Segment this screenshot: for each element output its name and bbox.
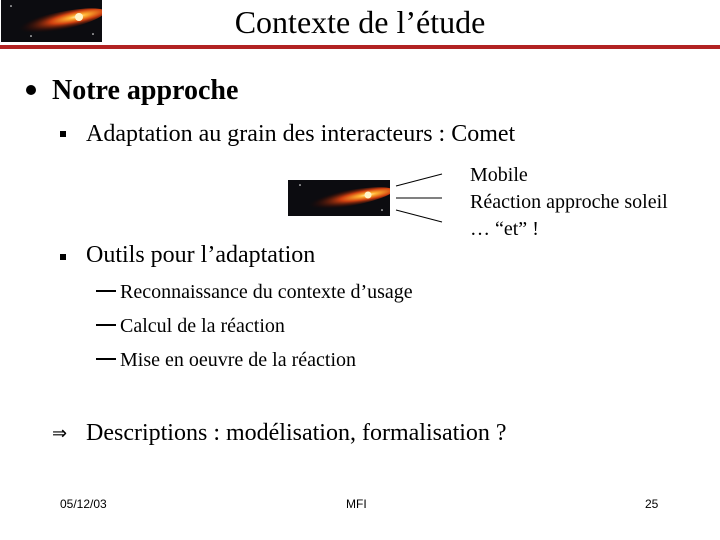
note-line: … “et” ! bbox=[470, 218, 539, 240]
note-line: Mobile bbox=[470, 164, 528, 186]
footer-page-number: 25 bbox=[645, 497, 659, 511]
section-heading: Notre approche bbox=[52, 75, 239, 106]
comet-icon bbox=[288, 180, 390, 216]
connector-line bbox=[396, 174, 442, 186]
bullet-item-comet: Adaptation au grain des interacteurs : Comet bbox=[86, 121, 516, 147]
sub-item bbox=[96, 347, 356, 373]
connector-line bbox=[396, 210, 442, 222]
conclusion-text: Descriptions : modélisation, formalisation ? bbox=[86, 420, 507, 446]
title-divider bbox=[0, 45, 720, 49]
square-bullet-icon bbox=[60, 254, 66, 260]
slide-title: Contexte de l’étude bbox=[234, 4, 486, 40]
note-line: Réaction approche soleil bbox=[470, 191, 668, 213]
bullet-dot-icon bbox=[26, 85, 36, 95]
sub-item bbox=[96, 279, 413, 305]
bullet-item-tools: Outils pour l’adaptation bbox=[86, 242, 316, 268]
inline-comet-image bbox=[288, 180, 390, 216]
sub-item-label: Reconnaissance du contexte d’usage bbox=[120, 281, 413, 303]
sub-item bbox=[96, 313, 285, 339]
sub-item-label: Calcul de la réaction bbox=[120, 315, 285, 337]
dash-icon bbox=[96, 358, 116, 360]
footer-center: MFI bbox=[346, 497, 367, 511]
connector-lines bbox=[394, 168, 474, 224]
sub-item-label: Mise en oeuvre de la réaction bbox=[120, 349, 357, 371]
dash-icon bbox=[96, 324, 116, 326]
footer-date: 05/12/03 bbox=[60, 497, 107, 511]
implies-arrow-icon: ⇒ bbox=[52, 423, 68, 443]
annotation-notes bbox=[470, 162, 668, 243]
dash-icon bbox=[96, 290, 116, 292]
square-bullet-icon bbox=[60, 131, 66, 137]
